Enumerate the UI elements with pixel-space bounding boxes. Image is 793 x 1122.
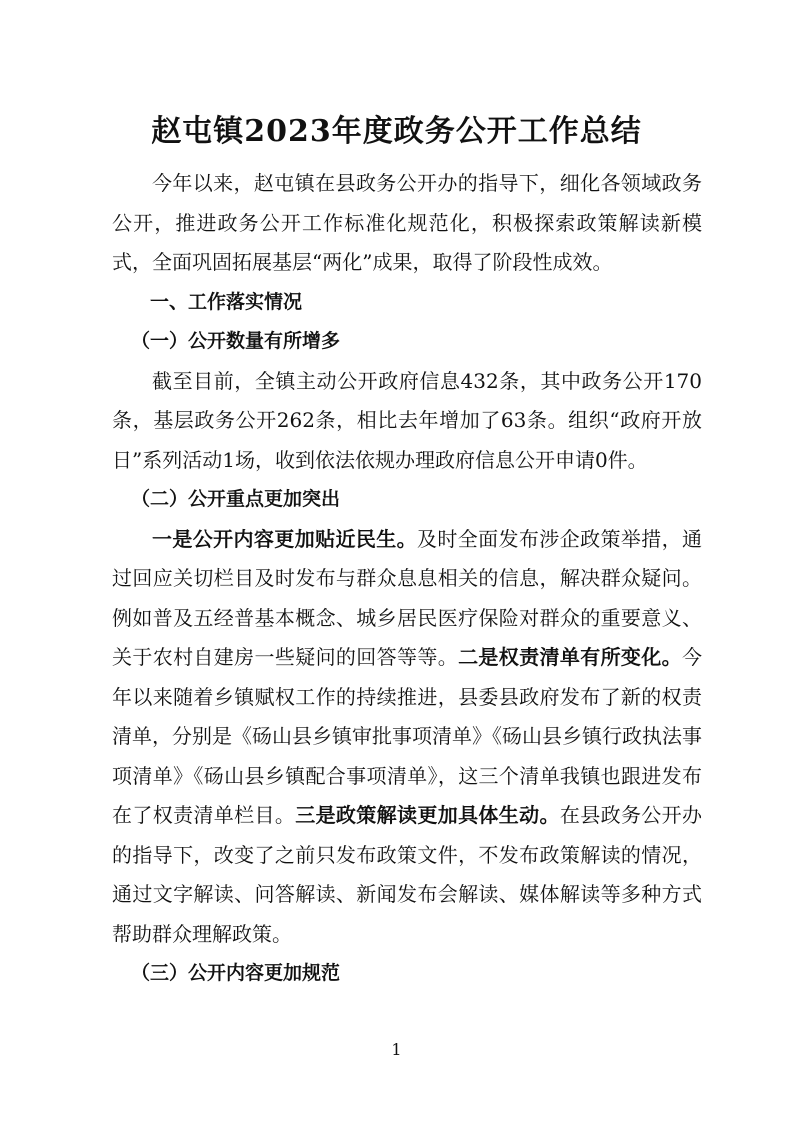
subsection-heading-1: （一）公开数量有所增多 [131, 330, 341, 352]
intro-paragraph: 今年以来，赵屯镇在县政务公开办的指导下，细化各领域政务公开，推进政务公开工作标准化规范化，积极探索政策解读新模式，全面巩固拓展基层“两化”成果，取得了阶段性成效。 [112, 171, 702, 274]
subsection-2-paragraph [112, 520, 702, 955]
subsection-2-text-2: 今年以来随着乡镇赋权工作的持续推进，县委县政府发布了新的权责清单，分别是《砀山县乡镇审批事项清单》《砀山县乡镇行政执法事项清单》《砀山县乡镇配合事项清单》，这三个清单我镇也跟进发布在了权责清单栏目。 [112, 645, 703, 827]
subsection-2-text-1: 及时全面发布涉企政策举措，通过回应关切栏目及时发布与群众息息相关的信息，解决群众疑问。例如普及五经普基本概念、城乡居民医疗保险对群众的重要意义、关于农村自建房一些疑问的回答等等。 [112, 526, 702, 669]
lead-phrase-3: 三是政策解读更加具体生动。 [295, 803, 560, 827]
page-number: 1 [391, 1040, 402, 1059]
subsection-2-text-3: 在县政务公开办的指导下，改变了之前只发布政策文件，不发布政策解读的情况，通过文字解读、问答解读、新闻发布会解读、媒体解读等多种方式帮助群众理解政策。 [112, 803, 703, 946]
section-heading-1: 一、工作落实情况 [150, 290, 303, 313]
subsection-1-paragraph: 截至目前，全镇主动公开政府信息432条，其中政务公开170条，基层政务公开262条，相比去年增加了63条。组织“政府开放日”系列活动1场，收到依法依规办理政府信息公开申请0件。 [112, 368, 702, 472]
lead-phrase-2: 二是权责清单有所变化。 [458, 645, 683, 669]
subsection-heading-3: （三）公开内容更加规范 [131, 962, 341, 984]
lead-phrase-1: 一是公开内容更加贴近民生。 [152, 526, 417, 551]
document-body [112, 164, 702, 994]
document-title: 赵屯镇2023年度政务公开工作总结 [151, 114, 642, 149]
subsection-heading-2: （二）公开重点更加突出 [131, 488, 341, 510]
